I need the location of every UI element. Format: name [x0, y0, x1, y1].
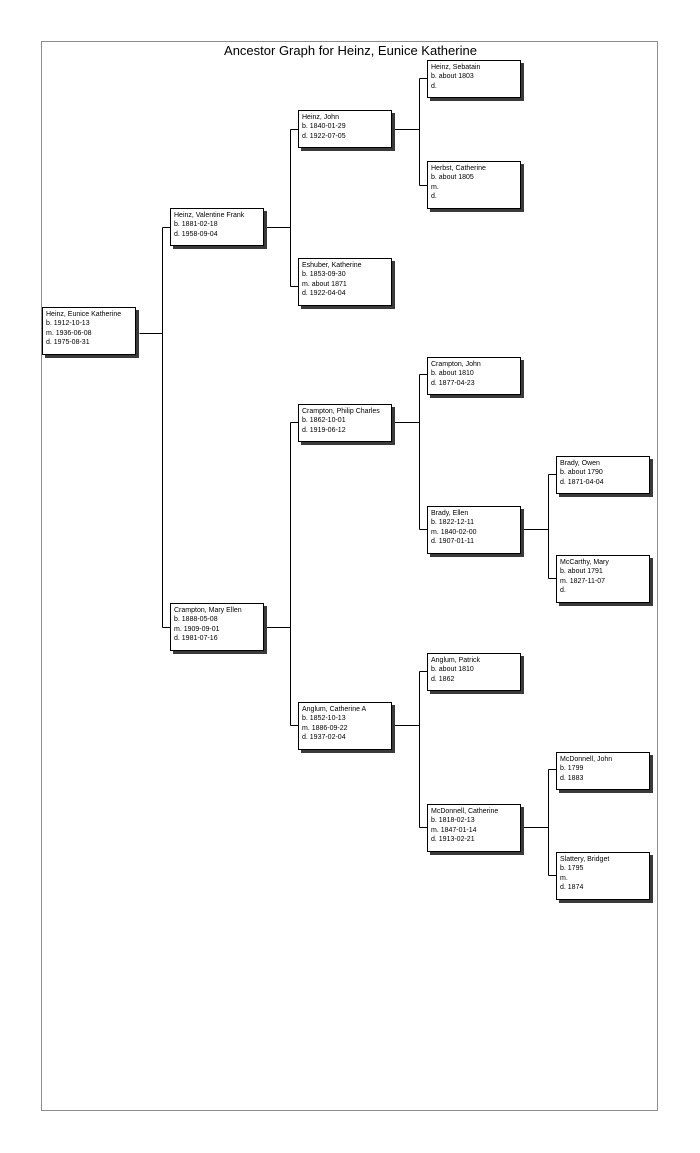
person-birth: b. about 1790 — [560, 469, 603, 477]
person-death: d. 1975-08-31 — [46, 338, 90, 346]
person-card[interactable] — [298, 110, 392, 148]
connector-mary-ellen-parents — [267, 423, 298, 726]
person-marriage: m. — [560, 874, 568, 882]
person-birth: b. about 1805 — [431, 174, 474, 182]
person-name: Brady, Ellen — [431, 510, 469, 517]
person-name: McDonnell, Catherine — [431, 808, 499, 815]
person-death: d. 1874 — [560, 883, 584, 891]
person-birth: b. 1862-10-01 — [302, 417, 346, 425]
person-death: d. 1981-07-16 — [174, 634, 218, 642]
person-card[interactable] — [427, 161, 521, 209]
person-birth: b. 1799 — [560, 765, 584, 773]
person-name: Heinz, Valentine Frank — [174, 212, 245, 219]
person-death: d. 1958-09-04 — [174, 230, 218, 238]
person-birth: b. 1840-01-29 — [302, 123, 346, 131]
person-card[interactable] — [170, 208, 264, 246]
person-name: Heinz, John — [302, 114, 339, 121]
person-name: Brady, Owen — [560, 460, 600, 467]
person-birth: b. 1853-09-30 — [302, 271, 346, 279]
connector-john-heinz-parents — [395, 79, 427, 186]
person-card[interactable] — [427, 506, 521, 554]
person-birth: b. about 1803 — [431, 73, 474, 81]
person-death: d. 1922-07-05 — [302, 132, 346, 140]
person-card[interactable] — [556, 852, 650, 900]
person-card[interactable] — [556, 456, 650, 494]
person-birth: b. 1881-02-18 — [174, 221, 218, 229]
person-death: d. — [560, 586, 566, 594]
connector-valentine-parents — [267, 130, 298, 287]
person-birth: b. about 1810 — [431, 370, 474, 378]
person-birth: b. 1818-02-13 — [431, 817, 475, 825]
person-marriage: m. — [431, 183, 439, 191]
person-marriage: m. about 1871 — [302, 280, 347, 288]
person-marriage: m. 1840-02-00 — [431, 528, 477, 536]
person-card[interactable] — [427, 60, 521, 98]
person-card[interactable] — [42, 307, 136, 355]
person-birth: b. 1912-10-13 — [46, 320, 90, 328]
person-death: d. 1919-06-12 — [302, 426, 346, 434]
person-death: d. 1883 — [560, 774, 584, 782]
person-death: d. 1877-04-23 — [431, 379, 475, 387]
person-name: Slattery, Bridget — [560, 856, 610, 863]
person-death: d. 1907-01-11 — [431, 537, 475, 545]
person-marriage: m. 1886-09-22 — [302, 724, 348, 732]
connector-catherine-anglum-parents — [395, 672, 427, 828]
person-name: Eshuber, Katherine — [302, 262, 362, 269]
person-card[interactable] — [556, 555, 650, 603]
person-birth: b. 1888-05-08 — [174, 616, 218, 624]
person-name: Crampton, John — [431, 361, 481, 368]
connector-catherine-mcdonnell-parents — [524, 770, 556, 876]
person-death: d. 1922-04-04 — [302, 289, 346, 297]
person-name: Crampton, Mary Ellen — [174, 607, 242, 614]
person-name: McDonnell, John — [560, 756, 613, 763]
person-death: d. 1862 — [431, 675, 455, 683]
person-death: d. 1937-02-04 — [302, 733, 346, 741]
person-death: d. — [431, 192, 437, 200]
person-card[interactable] — [556, 752, 650, 790]
person-marriage: m. 1847-01-14 — [431, 826, 477, 834]
person-death: d. — [431, 82, 437, 90]
person-name: Heinz, Sebatain — [431, 64, 481, 71]
person-card[interactable] — [298, 702, 392, 750]
person-card[interactable] — [170, 603, 264, 651]
person-name: Heinz, Eunice Katherine — [46, 311, 122, 318]
person-card[interactable] — [427, 804, 521, 852]
person-marriage: m. 1936-06-08 — [46, 329, 92, 337]
person-marriage: m. 1909-09-01 — [174, 625, 220, 633]
person-name: Anglum, Patrick — [431, 657, 481, 664]
person-name: Herbst, Catherine — [431, 165, 486, 172]
person-card[interactable] — [298, 404, 392, 442]
person-birth: b. about 1810 — [431, 666, 474, 674]
person-death: d. 1871-04-04 — [560, 478, 604, 486]
connector-philip-parents — [395, 375, 427, 530]
person-name: McCarthy, Mary — [560, 559, 609, 566]
person-birth: b. 1822-12-11 — [431, 519, 475, 527]
person-name: Anglum, Catherine A — [302, 706, 367, 713]
connector-eunice-parents — [140, 228, 171, 628]
person-card[interactable] — [427, 653, 521, 691]
person-birth: b. 1852-10-13 — [302, 715, 346, 723]
person-marriage: m. 1827-11-07 — [560, 577, 606, 585]
person-birth: b. 1795 — [560, 865, 584, 873]
person-card[interactable] — [427, 357, 521, 395]
person-death: d. 1913-02-21 — [431, 835, 475, 843]
graph-title: Ancestor Graph for Heinz, Eunice Katherine — [224, 43, 477, 58]
person-card[interactable] — [298, 258, 392, 306]
person-name: Crampton, Philip Charles — [302, 408, 380, 415]
person-birth: b. about 1791 — [560, 568, 603, 576]
connector-ellen-brady-parents — [524, 475, 556, 579]
